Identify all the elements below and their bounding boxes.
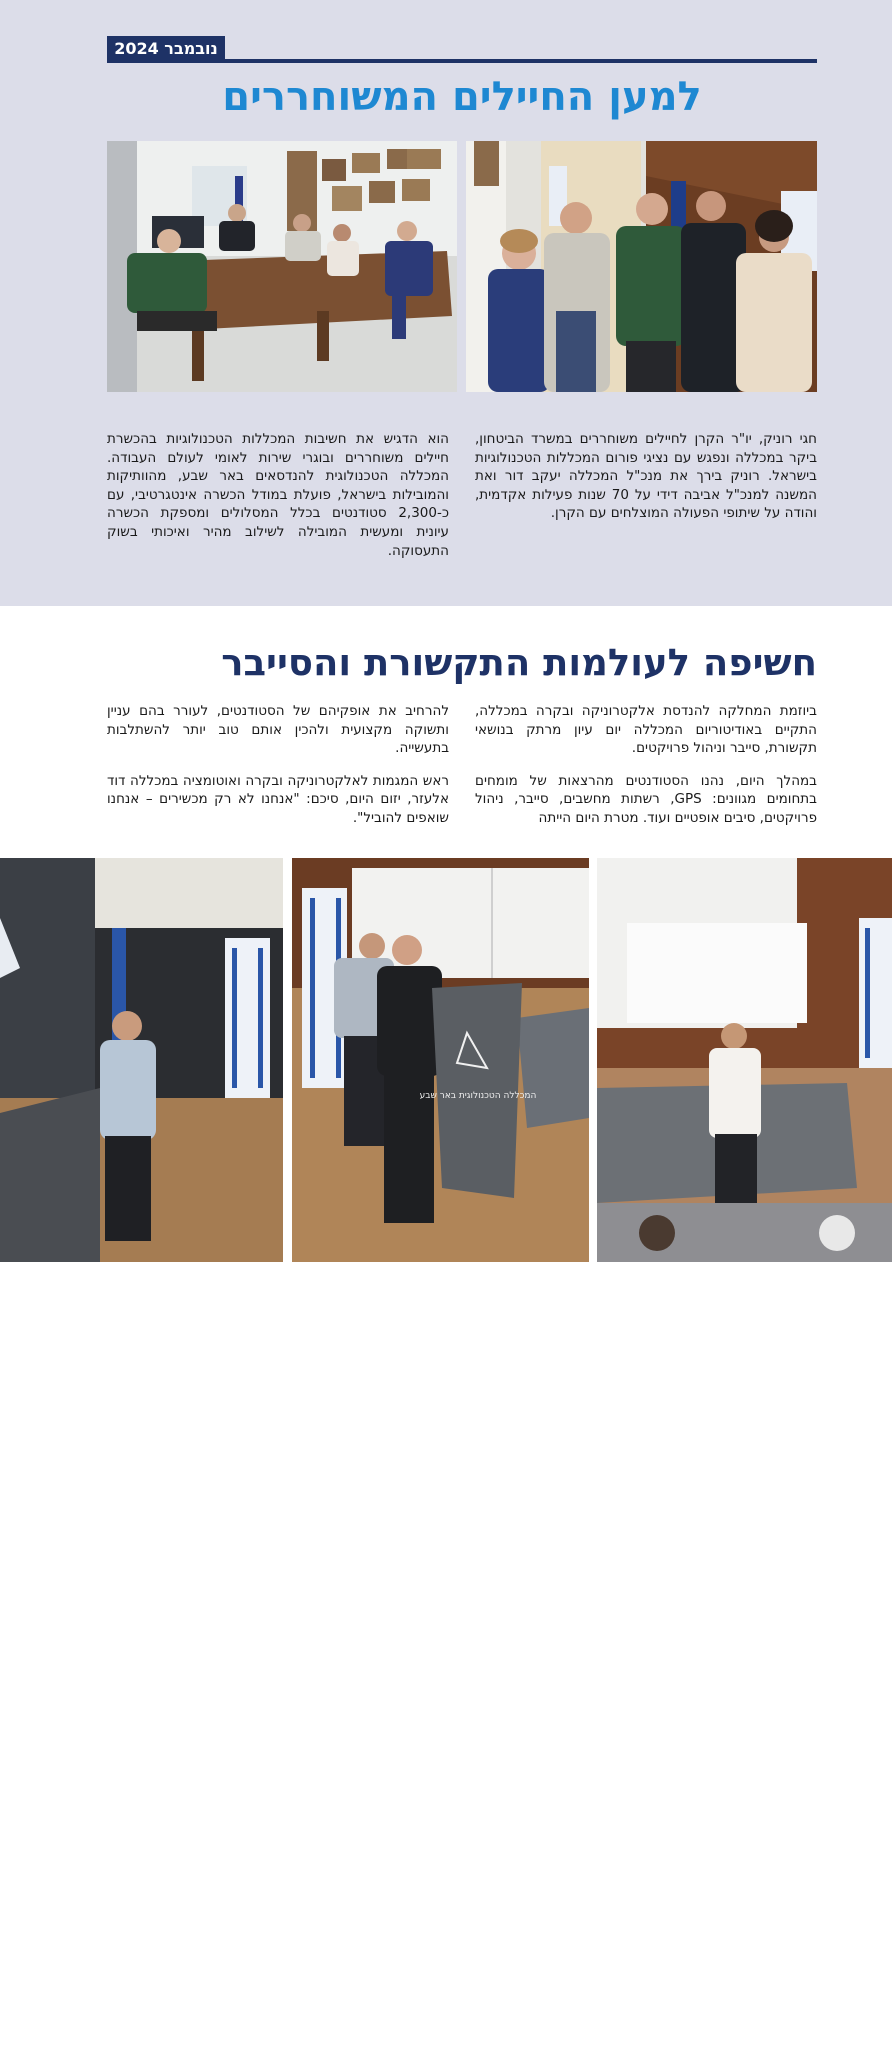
header-rule — [107, 59, 817, 63]
meeting-room-photo — [107, 141, 457, 392]
article2-left-paragraph-2: ראש המגמות לאלקטרוניקה ובקרה ואוטומציה במכללה דוד אלעזר, יזום היום, סיכם: "אנחנו לא רק מכשירים – אנחנו שואפים להוביל". — [107, 772, 449, 826]
group-portrait-photo — [466, 141, 817, 392]
article2-right-paragraph-1: ביוזמת המחלקה להנדסת אלקטרוניקה ובקרה במכללה, התקיים באודיטוריום המכללה יום עיון מרתק בנושאי תקשורת, סייבר וניהול פרויקטים. — [475, 703, 817, 757]
article2-title: חשיפה לעולמות התקשורת והסייבר — [221, 641, 817, 684]
lecture-photo-left — [0, 858, 283, 2072]
article2-right-paragraph-2: במהלך היום, נהנו הסטודנטים מהרצאות של מומחים בתחומים מגוונים: GPS, רשתות מחשבים, סייבר, ניהול פרויקטים, סיבים אופטיים ועוד. מטרת היום הייתה — [475, 772, 817, 826]
lecture-photo-right — [597, 858, 892, 1262]
article2-left-column — [107, 702, 449, 842]
article2-left-paragraph-1: להרחיב את אופקיהם של הסטודנטים, לעורר בהם עניין ותשוקה מקצועית ולהכין אותם טוב יותר להשתלבות בתעשייה. — [107, 703, 449, 757]
date-badge: נובמבר 2024 — [107, 36, 225, 62]
podium-caption: המכללה הטכנולוגית באר שבע — [419, 1091, 537, 1101]
article-right-column: חגי רוניק, יו"ר הקרן לחיילים משוחררים במשרד הביטחון, ביקר במכללה ונפגש עם נציגי פורום המכללות הטכנולוגיות בישראל. רוניק בירך את מנכ"ל המכללה יעקב דור ואת המשנה למנכ"ל אביבה דידי על 70 שנות פעילות אקדמית, והודה על שיתופי הפעולה המוצלחים עם הקרן. — [475, 431, 817, 522]
article2-right-column — [475, 702, 817, 842]
article-left-column: הוא הדגיש את חשיבות המכללות הטכנולוגיות בהכשרת חיילים משוחררים ובוגרי שירות לאומי לעולם העבודה. המכללה הטכנולוגית להנדסאים באר שבע, מהוותיקות והמובילות בישראל, פועלת במודל הכשרה אינטגרטיבי, עם כ-2,300 סטודנטים בכלל המסלולים ומספקת הכשרה עיונית ומעשית המובילה לשילוב מהיר ואיכותי בשוק התעסוקה. — [107, 431, 449, 559]
page-number: 19 — [46, 2056, 66, 2072]
lecture-photo-podium — [292, 858, 589, 1262]
article-title: למען החיילים המשוחררים — [222, 74, 702, 120]
